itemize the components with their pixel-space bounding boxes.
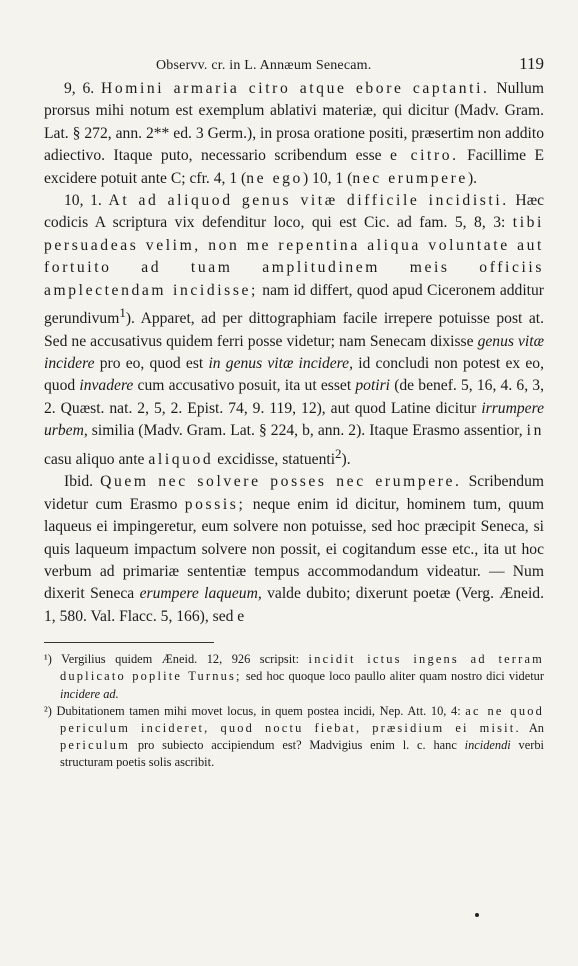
spaced-lemma: incidit ictus ingens ad terram duplicato poplite Turnus; (60, 652, 544, 684)
spaced-lemma: nec erumpere (352, 169, 468, 187)
spaced-lemma: ac ne quod periculum incideret, quod noctu fiebat, præsidium ei misit. (60, 703, 545, 735)
text-run: ) 10, 1 ( (302, 169, 353, 187)
text-run: pro eo, quod est (94, 355, 209, 373)
footnote-1 (44, 651, 544, 703)
running-head: Observv. cr. in L. Annæum Senecam. (156, 58, 372, 73)
text-run: nam id differt, quod apud Ciceronem additur gerundivum (44, 281, 544, 328)
spaced-lemma: possis; (184, 495, 246, 513)
page-number: 119 (519, 54, 544, 73)
footnotes (44, 651, 544, 771)
spaced-lemma: tibi persuadeas velim, non me repentina aliqua voluntate aut fortuito ad tuam amplitudinem meis officiis amplectendam incidisse; (44, 214, 544, 299)
footnote-rule (44, 642, 214, 643)
italic-phrase: potiri (355, 377, 391, 395)
text-run: Nullum prorsus mihi notum est exemplum ablativi materiæ, qui dicitur (Madv. Gram. Lat. § 272, ann. 2** ed. 3 Germ.), in prosa oratione positi, præsertim non addito adiectivo. Itaque puto, necessario scribendum esse (44, 80, 544, 165)
italic-phrase: incidere ad. (60, 686, 119, 701)
spaced-lemma: aliquod (148, 450, 214, 468)
spaced-lemma: e citro. (390, 147, 459, 165)
text-run: ). Apparet, ad per dittographiam facile irrepere potuisse post at. Sed ne accusativus quidem ferri posse videtur; nam Senecam dixisse (44, 310, 544, 350)
text-run: An (520, 720, 544, 735)
italic-phrase: invadere (79, 377, 134, 395)
italic-phrase: in genus vitæ incidere, (208, 355, 353, 373)
printer-mark (475, 913, 479, 917)
text-run: ²) Dubitationem tamen mihi movet locus, in quem postea incidi, Nep. Att. 10, 4: (44, 703, 466, 718)
text-run: neque enim id dicitur, hominem tum, quum laqueus ei impingeretur, eum solvere non potuisse, sed hoc præcipit Seneca, si quis laqueum impactum solvere non possit, ei cogitandum esse etc., ita ut hoc verbum ad primariæ sententiæ tempus accommodandum videatur. — Num dixerit Seneca (44, 495, 545, 603)
spaced-lemma: ne ego (246, 169, 303, 187)
text-run: verbi structuram poetis solis ascribit. (60, 738, 544, 770)
main-text (44, 78, 544, 628)
text-run: Hæc codicis A scriptura vix defenditur loco, qui est Cic. ad fam. 5, 8, 3: (44, 192, 545, 232)
italic-phrase: genus vitæ incidere (44, 332, 544, 373)
spaced-lemma: Quem nec solvere posses nec erumpere. (100, 473, 462, 491)
paragraph-ibid (44, 471, 544, 628)
page-header (44, 52, 544, 78)
text-run: cum accusativo posuit, ita ut esset (133, 377, 356, 395)
text-run: ¹) Vergilius quidem Æneid. 12, 926 scripsit: (44, 652, 309, 667)
text-run: (de benef. 5, 16, 4. 6, 3, 2. Quæst. nat. 2, 5, 2. Epist. 74, 9. 119, 12), aut quod Latine dicitur (44, 377, 544, 417)
text-run: Ibid. (64, 473, 101, 491)
text-run: sed hoc quoque loco paullo aliter quam nostro dici videtur (241, 669, 544, 684)
footnote-2 (44, 703, 544, 772)
text-run: id concludi non potest ex eo, quod (44, 355, 545, 395)
spaced-lemma: Homini armaria citro atque ebore captanti. (100, 80, 490, 97)
text-run: excidisse, statuenti (213, 450, 336, 468)
spaced-lemma: in (526, 422, 544, 440)
footnote-ref: 1 (119, 305, 126, 321)
text-run: casu aliquo ante (44, 450, 149, 468)
spaced-lemma: At ad aliquod genus vitæ difficile incidisti. (108, 192, 509, 210)
italic-phrase: incidendi (464, 738, 511, 753)
italic-phrase: irrumpere urbem, (44, 399, 544, 440)
text-run: ). (467, 169, 478, 187)
text-run: pro subiecto accipiendum est? Madvigius enim l. c. hanc (130, 738, 465, 753)
text-run: valde dubito; dixerunt poetæ (Verg. Æneid. 1, 580. Val. Flacc. 5, 166), sed e (44, 585, 544, 625)
paragraph-10-1 (44, 190, 544, 471)
footnote-ref: 2 (335, 445, 342, 461)
text-run: similia (Madv. Gram. Lat. § 224, b, ann. 2). Itaque Erasmo assentior, (87, 422, 527, 440)
text-run: 9, 6. (64, 80, 101, 97)
text-run: Facillime E excidere potuit ante C; cfr. 4, 1 ( (44, 147, 544, 187)
text-run: Scribendum videtur cum Erasmo (44, 473, 544, 513)
spaced-lemma: periculum (60, 738, 131, 753)
text-run: 10, 1. (64, 192, 109, 210)
text-run: ). (341, 450, 351, 468)
italic-phrase: erumpere laqueum, (139, 585, 262, 603)
paragraph-9-6 (44, 78, 544, 190)
